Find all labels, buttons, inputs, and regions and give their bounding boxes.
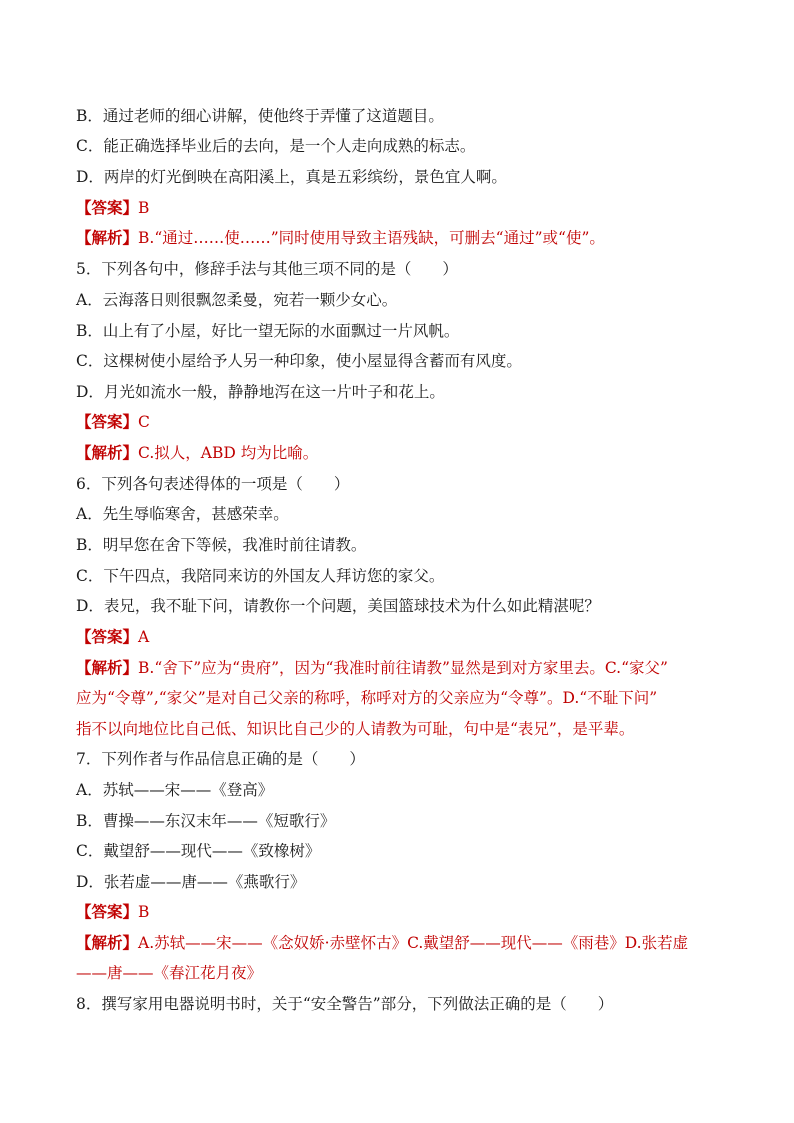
- option-line: B．曹操——东汉末年——《短歌行》: [76, 812, 336, 830]
- option-line: D．两岸的灯光倒映在高阳溪上，真是五彩缤纷，景色宜人啊。: [76, 168, 507, 186]
- analysis-continuation: ——唐——《春江花月夜》: [76, 964, 263, 982]
- option-line: C．下午四点，我陪同来访的外国友人拜访您的家父。: [76, 567, 445, 585]
- analysis-line: [76, 933, 734, 953]
- question-line: 5．下列各句中，修辞手法与其他三项不同的是（ ）: [76, 260, 458, 278]
- analysis-label: 【解析】: [76, 443, 139, 462]
- analysis-text: C.拟人，ABD 均为比喻。: [138, 444, 319, 462]
- answer-label: 【答案】: [76, 627, 139, 646]
- analysis-label: 【解析】: [76, 658, 139, 677]
- analysis-continuation: 指不以向地位比自己低、知识比自己少的人请教为可耻，句中是“表兄”，是平辈。: [76, 720, 635, 738]
- analysis-continuation: 应为“令尊”,“家父”是对自己父亲的称呼，称呼对方的父亲应为“令尊”。D.“不耻下问”: [76, 689, 658, 707]
- analysis-line: [76, 658, 734, 678]
- option-line: D．表兄，我不耻下问，请教你一个问题，美国篮球技术为什么如此精湛呢？: [76, 597, 600, 615]
- answer-label: 【答案】: [76, 198, 139, 217]
- analysis-text: A.苏轼——宋——《念奴娇·赤壁怀古》C.戴望舒——现代——《雨巷》D.张若虚: [138, 934, 689, 952]
- question-line: 8．撰写家用电器说明书时，关于“安全警告”部分，下列做法正确的是（ ）: [76, 995, 614, 1013]
- answer-line: [76, 198, 734, 218]
- answer-value: B: [138, 199, 150, 217]
- question-line: 7．下列作者与作品信息正确的是（ ）: [76, 750, 365, 768]
- option-line: D．张若虚——唐——《燕歌行》: [76, 873, 306, 891]
- answer-line: [76, 902, 734, 922]
- option-line: B．通过老师的细心讲解，使他终于弄懂了这道题目。: [76, 107, 444, 125]
- analysis-text: B.“舍下”应为“贵府”，因为“我准时前往请教”显然是到对方家里去。C.“家父”: [138, 659, 668, 677]
- option-line: A．苏轼——宋——《登高》: [76, 781, 274, 799]
- option-line: C．戴望舒——现代——《致橡树》: [76, 842, 321, 860]
- answer-value: C: [138, 413, 150, 431]
- answer-line: [76, 627, 734, 647]
- answer-line: [76, 412, 734, 432]
- option-line: C．能正确选择毕业后的去向，是一个人走向成熟的标志。: [76, 137, 476, 155]
- analysis-line: [76, 443, 734, 463]
- option-line: B．山上有了小屋，好比一望无际的水面飘过一片风帆。: [76, 322, 460, 340]
- answer-value: A: [138, 628, 150, 646]
- analysis-label: 【解析】: [76, 933, 139, 952]
- question-line: 6．下列各句表述得体的一项是（ ）: [76, 475, 350, 493]
- answer-label: 【答案】: [76, 902, 139, 921]
- option-line: A．先生辱临寒舍，甚感荣幸。: [76, 505, 289, 523]
- analysis-line: [76, 228, 734, 248]
- option-line: B．明早您在舍下等候，我准时前往请教。: [76, 536, 367, 554]
- option-line: A．云海落日则很飘忽柔曼，宛若一颗少女心。: [76, 291, 398, 309]
- analysis-label: 【解析】: [76, 228, 139, 247]
- answer-value: B: [138, 903, 150, 921]
- option-line: C．这棵树使小屋给予人另一种印象，使小屋显得含蓄而有风度。: [76, 352, 522, 370]
- answer-label: 【答案】: [76, 412, 139, 431]
- option-line: D．月光如流水一般，静静地泻在这一片叶子和花上。: [76, 383, 445, 401]
- analysis-text: B.“通过……使……”同时使用导致主语残缺，可删去“通过”或“使”。: [138, 229, 605, 247]
